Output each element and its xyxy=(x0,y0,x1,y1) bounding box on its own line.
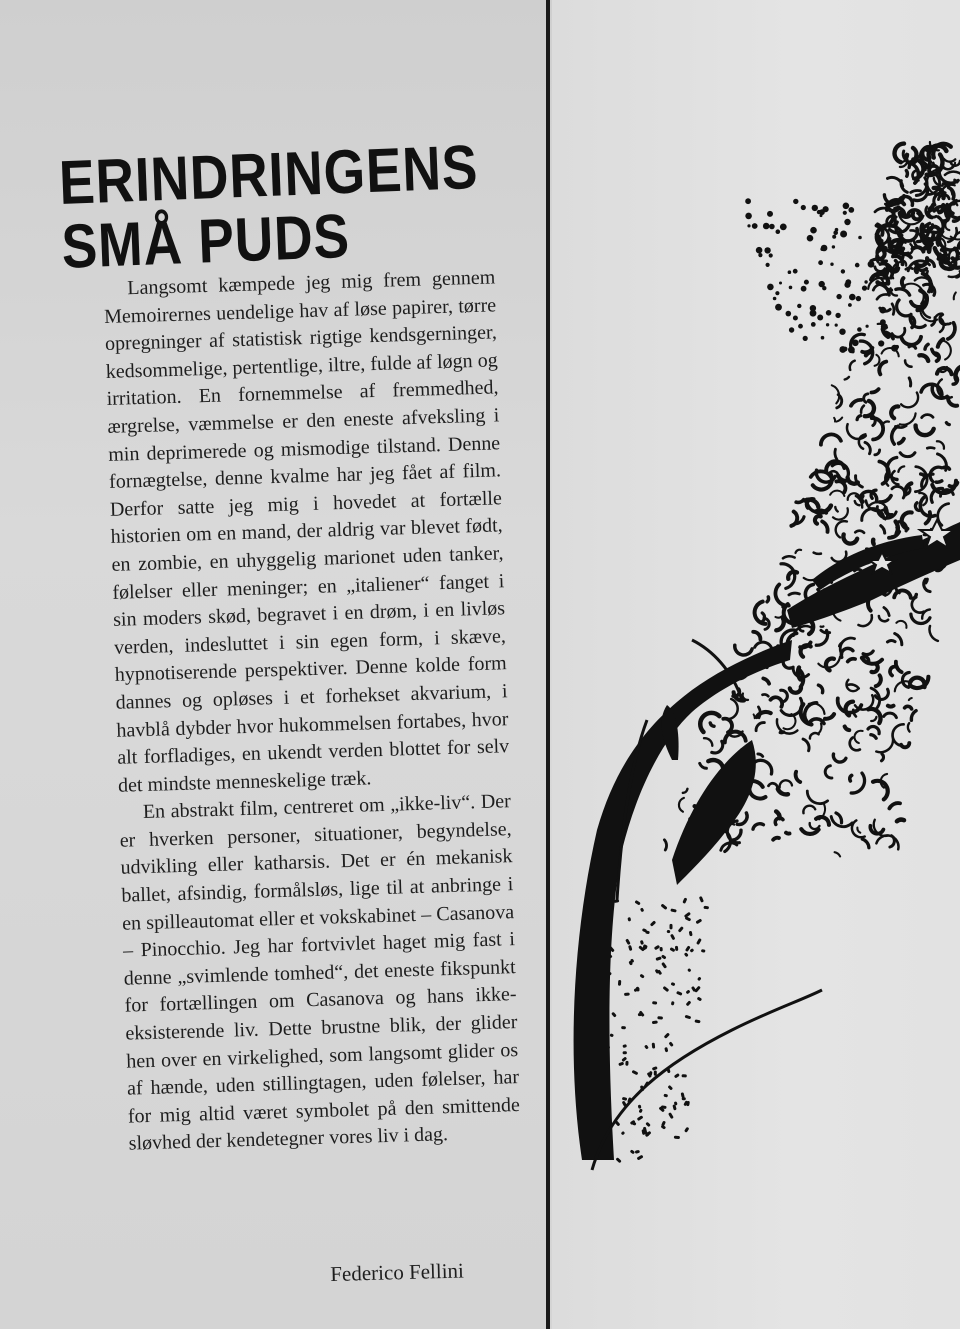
paragraph-1: Langsomt kæmpede jeg mig frem gennem Memoirernes uendelige hav af løse papirer, tørre opregninger af statistisk rigtige kendsgerninger, kedsommelige, pertentlige, iltre, fulde af løgn og irritation. En fornemmelse af fremmedhed, ærgrelse, væmmelse er den eneste afveksling i min deprimerede og mismodige tilstand. Denne fornægtelse, denne kvalme har jeg fået af film. Derfor satte jeg mig i hovedet at fortælle historien om en mand, der aldrig var blevet født, en zombie, en uhyggelig marionet uden tanker, følelser eller meninger; en „italiener“ fanget i sin moders skød, begravet i en drøm, i en livløs verden, indesluttet i sin egen form, i skæve, hypnotiserende perspektiver. Denne kolde form dannes og opløses i et forhekset akvarium, i havblå dybder hvor hukommelsen fortabes, hvor alt forfladiges, en ukendt verden blottet for selv det mindste menneskelige træk. xyxy=(103,266,510,797)
paragraph-2: En abstrakt film, centreret om „ikke-liv“. Der er hverken personer, situationer, begyndelse, udvikling eller katharsis. Det er én mekanisk ballet, afsindig, formålsløs, lige til at anbringe i en spilleautomat eller et vokskabinet – Casanova – Pinocchio. Jeg har fortvivlet haget mig fast i denne „svimlende tomhed“, det eneste fikspunkt for fortællingen om Casanova og hans ikke-eksisterende liv. Dette brustne blik, der glider hen over en virkelighed, som langsomt glider os af hænde, uden stillingtagen, uden følelser, har for mig altid været symbolet på den smittende sløvhed der kendetegner vores liv i dag. xyxy=(119,790,521,1156)
title-line-2: SMÅ PUDS xyxy=(60,201,352,282)
author-signature: Federico Fellini xyxy=(330,1258,465,1286)
page-divider xyxy=(546,0,550,1329)
article-body xyxy=(103,264,521,1158)
article-title xyxy=(57,132,480,282)
right-page xyxy=(552,0,960,1329)
ink-illustration xyxy=(552,0,960,1329)
title-line-1: ERINDRINGENS xyxy=(57,132,480,218)
